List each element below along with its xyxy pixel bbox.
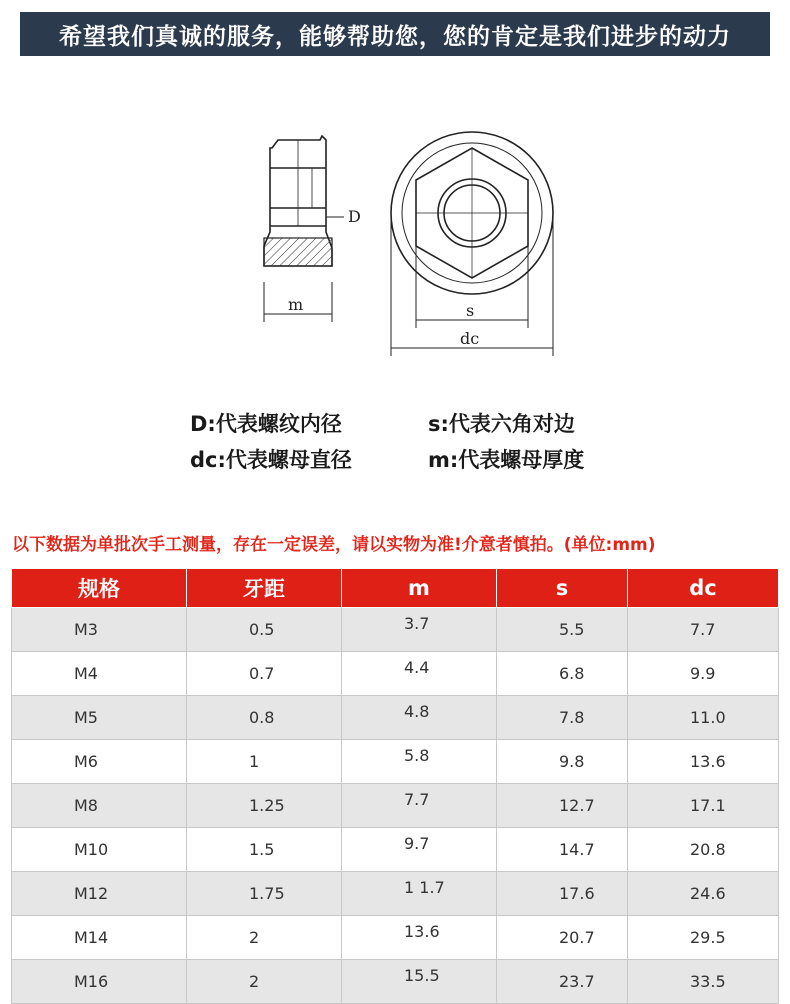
label-m: m <box>288 295 304 314</box>
table-row <box>12 740 779 784</box>
cell-s: 9.8 <box>497 740 628 784</box>
cell-m: 9.7 <box>342 828 497 872</box>
cell-dc: 29.5 <box>628 916 779 960</box>
cell-s: 12.7 <box>497 784 628 828</box>
header-pitch: 牙距 <box>187 569 342 608</box>
cell-pitch: 0.8 <box>187 696 342 740</box>
cell-m: 5.8 <box>342 740 497 784</box>
cell-pitch: 0.5 <box>187 608 342 652</box>
cell-m: 15.5 <box>342 960 497 1004</box>
cell-spec: M10 <box>12 828 187 872</box>
cell-s: 14.7 <box>497 828 628 872</box>
banner-text: 希望我们真诚的服务，能够帮助您，您的肯定是我们进步的动力 <box>59 22 731 50</box>
cell-m: 3.7 <box>342 608 497 652</box>
cell-dc: 20.8 <box>628 828 779 872</box>
cell-dc: 9.9 <box>628 652 779 696</box>
header-s: s <box>497 569 628 608</box>
header-spec: 规格 <box>12 569 187 608</box>
cell-m: 4.8 <box>342 696 497 740</box>
label-d: D <box>348 207 361 226</box>
table-header-row <box>12 569 779 608</box>
cell-spec: M4 <box>12 652 187 696</box>
measurement-notice: 以下数据为单批次手工测量，存在一定误差，请以实物为准!介意者慎拍。(单位:mm) <box>12 535 656 555</box>
cell-pitch: 1.25 <box>187 784 342 828</box>
flange-nut-drawing <box>250 100 580 370</box>
cell-dc: 13.6 <box>628 740 779 784</box>
cell-pitch: 2 <box>187 916 342 960</box>
table-row <box>12 608 779 652</box>
cell-s: 7.8 <box>497 696 628 740</box>
legend-s: s:代表六角对边 <box>428 412 575 436</box>
cell-spec: M6 <box>12 740 187 784</box>
cell-dc: 7.7 <box>628 608 779 652</box>
flange-section <box>264 238 332 266</box>
cell-pitch: 1.75 <box>187 872 342 916</box>
top-banner <box>20 12 770 56</box>
cell-spec: M16 <box>12 960 187 1004</box>
cell-pitch: 0.7 <box>187 652 342 696</box>
cell-dc: 33.5 <box>628 960 779 1004</box>
table-row <box>12 960 779 1004</box>
cell-m: 7.7 <box>342 784 497 828</box>
cell-dc: 24.6 <box>628 872 779 916</box>
spec-table <box>11 568 779 1004</box>
header-m: m <box>342 569 497 608</box>
cell-m: 4.4 <box>342 652 497 696</box>
cell-s: 20.7 <box>497 916 628 960</box>
cell-s: 6.8 <box>497 652 628 696</box>
cell-dc: 11.0 <box>628 696 779 740</box>
legend-d: D:代表螺纹内径 <box>190 412 342 436</box>
dimension-legend <box>190 405 640 477</box>
header-dc: dc <box>628 569 779 608</box>
table-row <box>12 916 779 960</box>
cell-pitch: 1.5 <box>187 828 342 872</box>
cell-spec: M14 <box>12 916 187 960</box>
cell-pitch: 1 <box>187 740 342 784</box>
cell-spec: M5 <box>12 696 187 740</box>
cell-m: 1 1.7 <box>342 872 497 916</box>
cell-s: 23.7 <box>497 960 628 1004</box>
label-s: s <box>466 301 475 320</box>
cell-dc: 17.1 <box>628 784 779 828</box>
cell-s: 17.6 <box>497 872 628 916</box>
table-row <box>12 696 779 740</box>
legend-dc: dc:代表螺母直径 <box>190 448 352 472</box>
legend-m: m:代表螺母厚度 <box>428 448 585 472</box>
cell-spec: M8 <box>12 784 187 828</box>
cell-m: 13.6 <box>342 916 497 960</box>
cell-spec: M12 <box>12 872 187 916</box>
table-row <box>12 872 779 916</box>
cell-pitch: 2 <box>187 960 342 1004</box>
cell-spec: M3 <box>12 608 187 652</box>
label-dc: dc <box>460 329 480 348</box>
table-row <box>12 784 779 828</box>
cell-s: 5.5 <box>497 608 628 652</box>
table-row <box>12 828 779 872</box>
table-row <box>12 652 779 696</box>
